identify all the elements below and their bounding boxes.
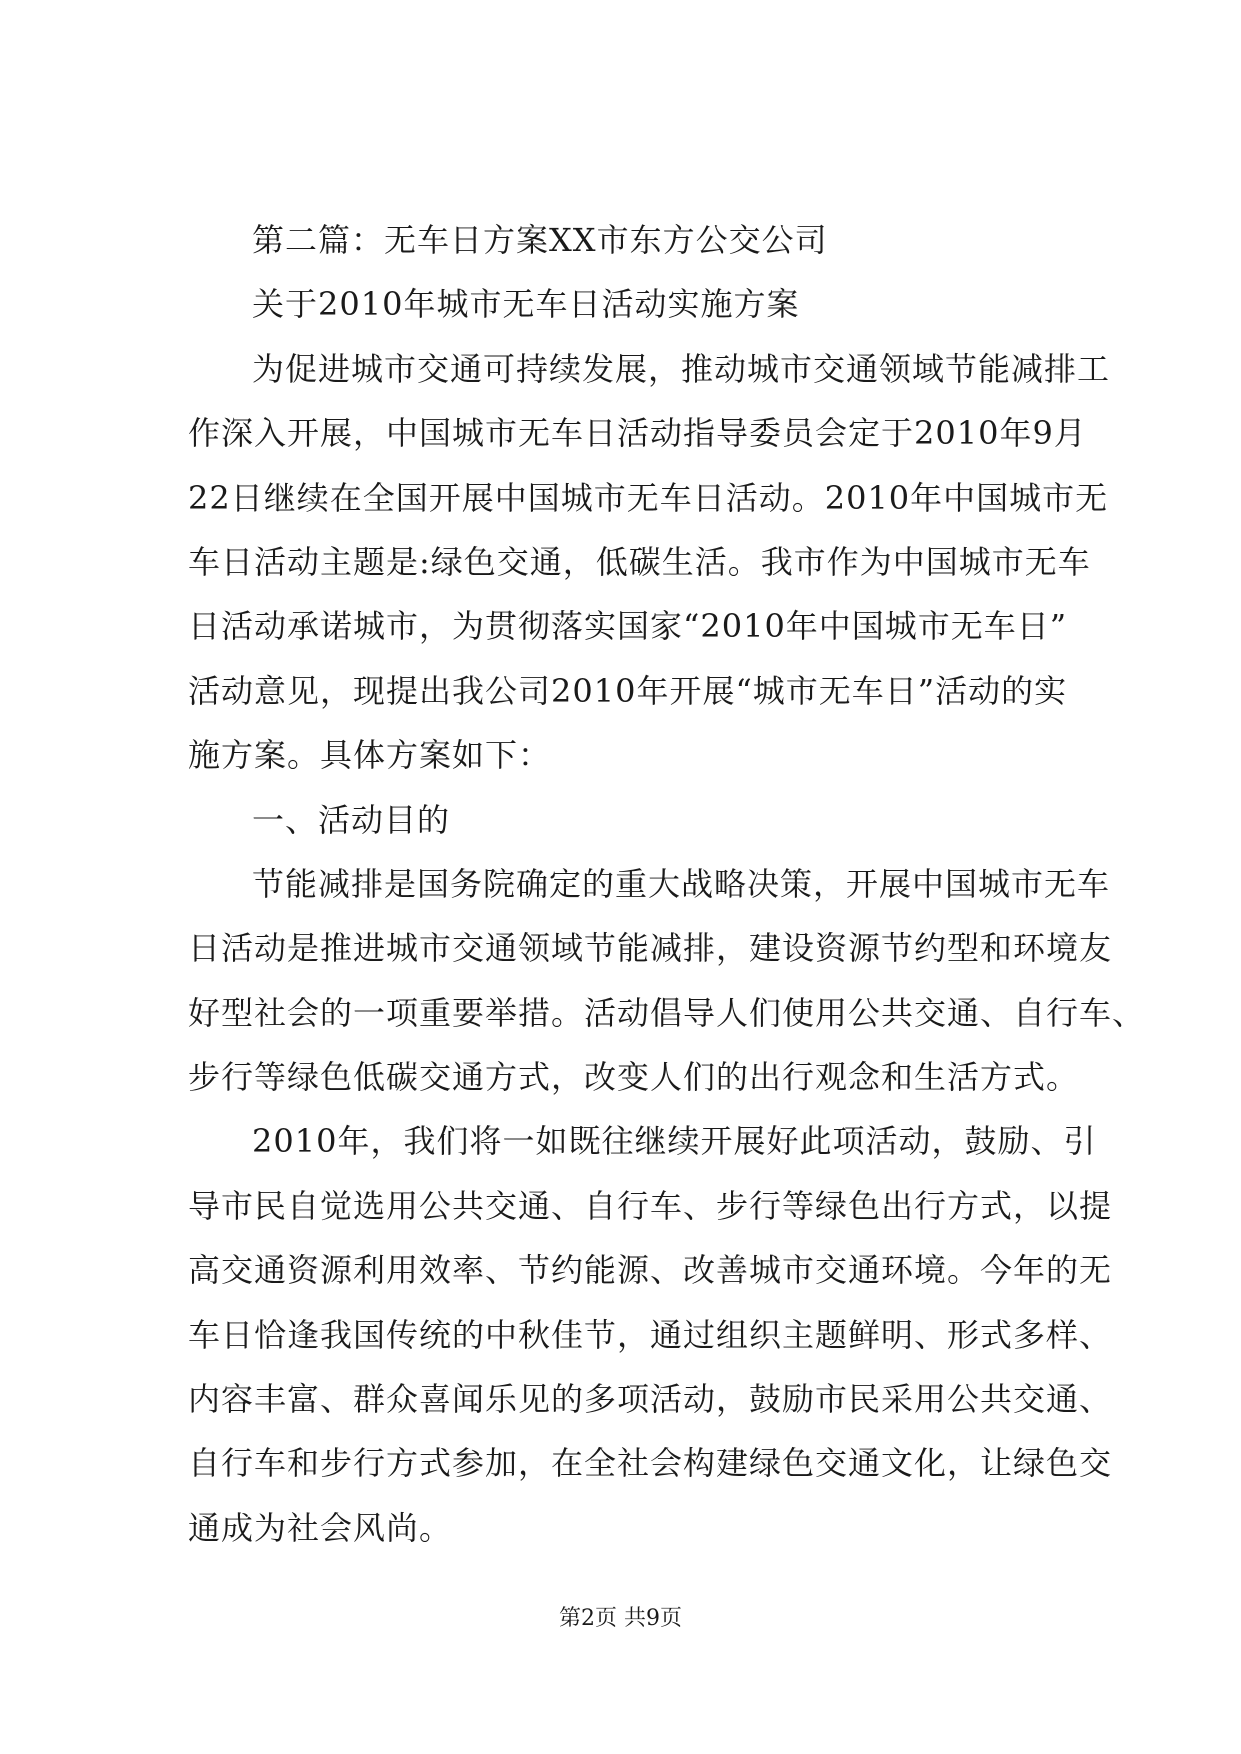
- text-line: 高交通资源利用效率、节约能源、改善城市交通环境。今年的无: [188, 1251, 1113, 1290]
- text-line: 日活动是推进城市交通领域节能减排，建设资源节约型和环境友: [188, 929, 1113, 968]
- text-line: 内容丰富、群众喜闻乐见的多项活动，鼓励市民采用公共交通、: [188, 1380, 1113, 1419]
- text-line: 车日活动主题是:绿色交通，低碳生活。我市作为中国城市无车: [188, 542, 1091, 581]
- text-line: 作深入开展，中国城市无车日活动指导委员会定于2010年9月: [188, 414, 1087, 453]
- text-line: 一、活动目的: [252, 800, 451, 839]
- text-line: 施方案。具体方案如下：: [188, 736, 552, 775]
- text-line: 22日继续在全国开展中国城市无车日活动。2010年中国城市无: [188, 478, 1109, 517]
- text-line: 导市民自觉选用公共交通、自行车、步行等绿色出行方式，以提: [188, 1186, 1113, 1225]
- text-line: 车日恰逢我国传统的中秋佳节，通过组织主题鲜明、形式多样、: [188, 1315, 1113, 1354]
- text-line: 好型社会的一项重要举措。活动倡导人们使用公共交通、自行车、: [188, 993, 1146, 1032]
- text-line: 为促进城市交通可持续发展，推动城市交通领域节能减排工: [252, 349, 1111, 388]
- text-line: 通成为社会风尚。: [188, 1508, 453, 1547]
- text-line: 步行等绿色低碳交通方式，改变人们的出行观念和生活方式。: [188, 1058, 1080, 1097]
- text-line: 日活动承诺城市，为贯彻落实国家“2010年中国城市无车日”: [188, 607, 1068, 646]
- document-body: [188, 208, 1146, 1560]
- text-line: 第二篇：无车日方案XX市东方公交公司: [252, 221, 828, 259]
- text-line: 自行车和步行方式参加，在全社会构建绿色交通文化，让绿色交: [188, 1444, 1113, 1483]
- text-line: 2010年，我们将一如既往继续开展好此项活动，鼓励、引: [252, 1122, 1097, 1161]
- text-line: 活动意见，现提出我公司2010年开展“城市无车日”活动的实: [188, 671, 1068, 710]
- page-footer: 第2页 共9页: [559, 1606, 682, 1631]
- text-line: 关于2010年城市无车日活动实施方案: [252, 285, 800, 324]
- text-line: 节能减排是国务院确定的重大战略决策，开展中国城市无车: [252, 864, 1111, 903]
